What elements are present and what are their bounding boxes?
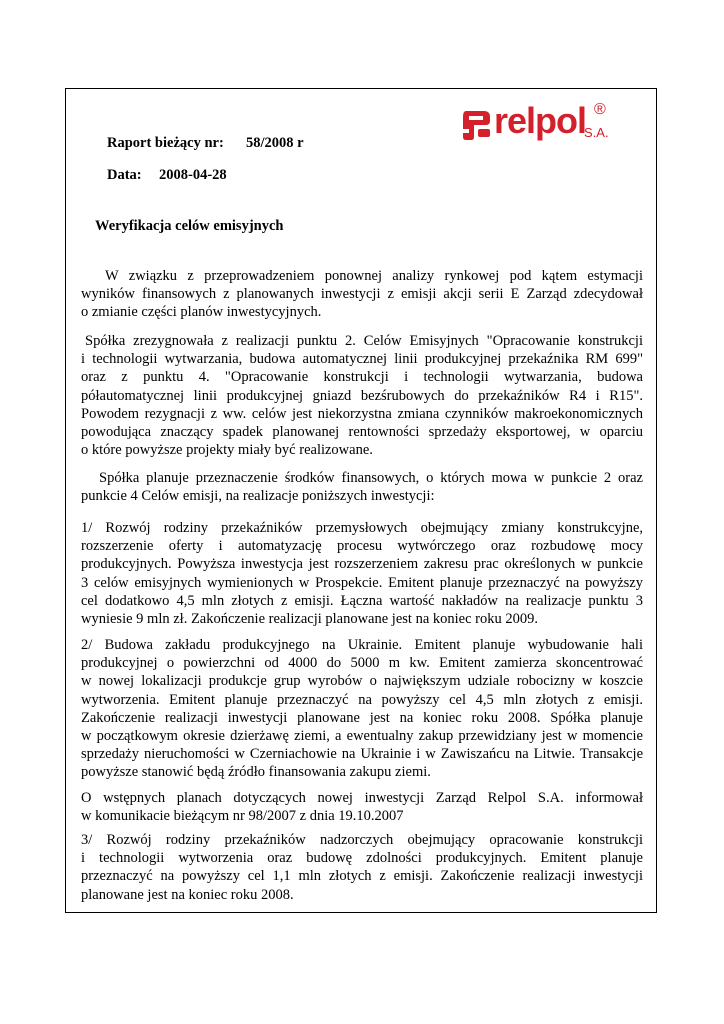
text-line: oraz z punktu 4. "Opracowanie konstrukcji i technologii wytwarzania, budowa [81,369,643,386]
text-line: wyników finansowych z planowanych inwestycji z emisji akcji serii E Zarząd zdecydował [81,286,643,303]
text-line: i technologii wytwarzania, budowa automatycznej linii produkcyjnej przekaźnika RM 699" [81,351,643,368]
text-line: sprzedaży nieruchomości w Czerniachowie na Ukrainie i w Zawiszańcu na Litwie. Transakcje [81,746,643,763]
report-number-label: Raport bieżący nr: [107,135,224,151]
report-number-value: 58/2008 r [246,135,304,151]
text-line: planowane jest na koniec roku 2008. [81,886,294,903]
text-line: w nowej lokalizacji produkcje grup wyrobów o największym udziale robocizny w koszcie [81,673,643,690]
text-line: produkcyjnych. Powyższa inwestycja jest rozszerzeniem zakresu prac określonych w punkcie [81,556,643,573]
text-line: powodująca znaczący spadek planowanej rentowności sprzedaży eksportowej, w oparciu [81,424,643,441]
text-line: przeznaczyć na powyższy cel 1,1 mln złotych z emisji. Zakończenie realizacji inwestycji [81,868,643,885]
text-line: O wstępnych planach dotyczących nowej inwestycji Zarząd Relpol S.A. informował [81,790,643,806]
text-line: w komunikacie bieżącym nr 98/2007 z dnia 19.10.2007 [81,808,404,825]
paragraph-resignation [81,332,643,459]
text-line: wytworzenia. Emitent planuje przeznaczyć na powyższy cel 4,5 mln złotych z emisji. [81,691,643,708]
text-line: i technologii wytworzenia oraz budowę zdolności produkcyjnych. Emitent planuje [81,850,643,867]
logo-suffix: S.A. [584,125,609,140]
text-line: 2/ Budowa zakładu produkcyjnego na Ukrainie. Emitent planuje wybudowanie hali [81,637,643,653]
text-line: półautomatycznej linii produkcyjnej gniazd bezśrubowych do przekaźników R4 i R15". [81,387,643,404]
paragraph-plans [81,469,643,505]
text-line: 3/ Rozwój rodziny przekaźników nadzorczych obejmujący opracowanie konstrukcji [81,832,643,848]
date-label: Data: [107,167,142,183]
registered-mark: ® [594,101,606,118]
text-line: o zmianie części planów inwestycyjnych. [81,304,322,321]
relpol-logo [458,100,618,147]
paragraph-item-3 [81,831,643,904]
text-line: produkcyjnej o powierzchni od 4000 do 5000 m kw. Emitent zamierza skoncentrować [81,655,643,672]
text-line: punkcie 4 Celów emisji, na realizacje poniższych inwestycji: [81,488,435,505]
logo-wordmark: relpol [494,100,587,141]
subject-heading: Weryfikacja celów emisyjnych [95,218,284,234]
text-line: W związku z przeprowadzeniem ponownej analizy rynkowej pod kątem estymacji [105,268,643,284]
paragraph-item-2 [81,636,643,782]
relay-icon [460,107,494,143]
paragraph-item-1 [81,519,643,628]
text-line: Zakończenie realizacji inwestycji planowane jest na koniec roku 2008. Spółka planuje [81,709,643,726]
text-line: Spółka zrezygnowała z realizacji punktu 2. Celów Emisyjnych "Opracowanie konstrukcji [85,333,643,349]
text-line: rozszerzenie oferty i automatyzację procesu wytwórczego oraz rozbudowę mocy [81,538,643,555]
paragraph-intro [81,267,643,322]
text-line: o które powyższe projekty miały być realizowane. [81,442,373,459]
text-line: cel dodatkowo 4,5 mln złotych z emisji. Łączna wartość nakładów na realizacje punktu 3 [81,592,643,609]
text-line: Spółka planuje przeznaczenie środków finansowych, o których mowa w punkcie 2 oraz [99,470,643,486]
text-line: powyższe stanowić będą źródło finansowania zakupu ziemi. [81,764,431,781]
text-line: wyniesie 9 mln zł. Zakończenie realizacji planowane jest na koniec roku 2009. [81,611,538,628]
text-line: Powodem rezygnacji z ww. celów jest niekorzystna zmiana czynników makroekonomicznych [81,405,643,422]
text-line: 1/ Rozwój rodziny przekaźników przemysłowych obejmujący zmiany konstrukcyjne, [81,520,643,536]
date-value: 2008-04-28 [159,167,227,183]
text-line: w początkowym okresie dzierżawę ziemi, a ewentualny zakup przewidziany jest w momencie [81,728,643,745]
paragraph-communique [81,789,643,825]
text-line: 3 celów emisyjnych wymienionych w Prospekcie. Emitent planuje przeznaczyć na powyższy [81,574,643,591]
